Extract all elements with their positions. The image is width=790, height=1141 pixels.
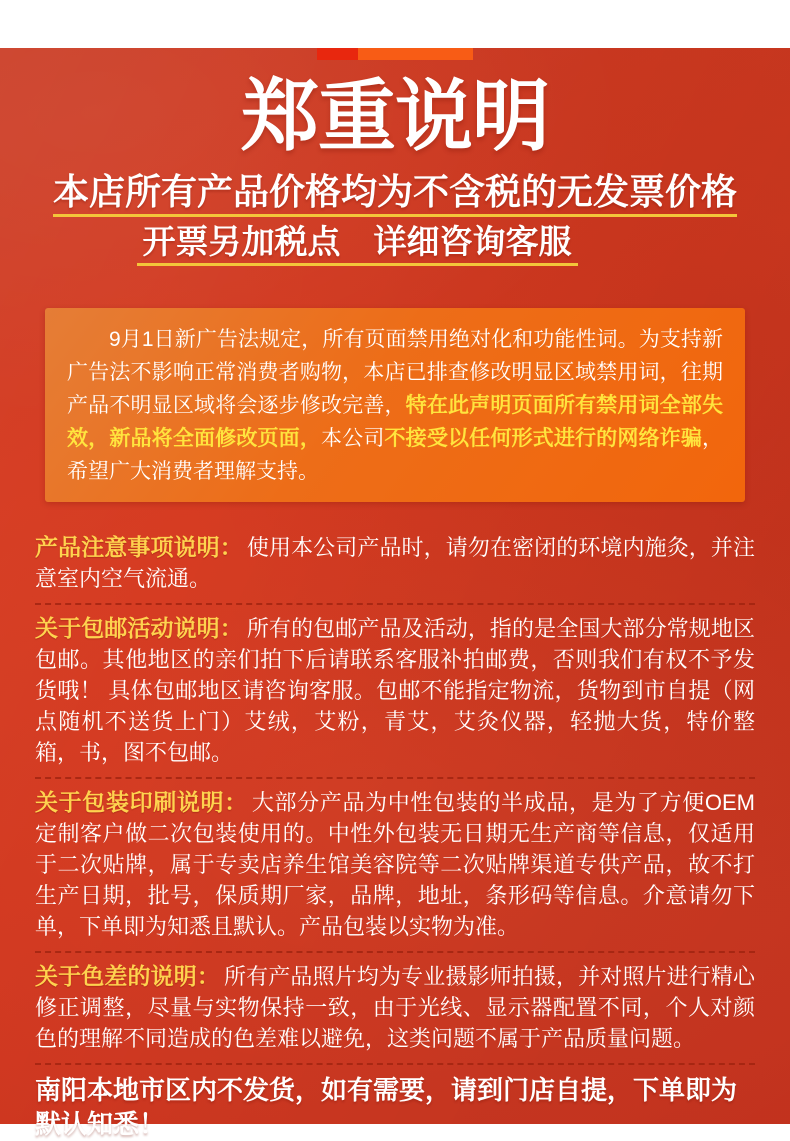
title-accent-bar (317, 48, 473, 60)
subtitle-line-1: 本店所有产品价格均为不含税的无发票价格 (53, 172, 737, 217)
section-divider (35, 603, 755, 605)
ad-law-notice-text (67, 323, 723, 488)
notice-segment-highlight: 不接受以任何形式进行的网络诈骗 (384, 427, 702, 451)
subtitle-block (0, 172, 790, 266)
section-body: 使用本公司产品时，请勿在密闭的环境内施灸，并注意室内空气流通。 (35, 535, 755, 592)
section-heading: 关于色差的说明： (35, 963, 221, 990)
section-product-precautions (35, 532, 755, 594)
page-title: 郑重说明 (240, 72, 549, 160)
footer-note: 南阳本地市区内不发货，如有需要，请到门店自提，下单即为默认知悉！ (35, 1075, 738, 1140)
ad-law-notice-box (45, 308, 745, 502)
section-heading: 关于包装印刷说明： (35, 789, 248, 816)
section-color-difference (35, 961, 755, 1054)
section-divider (35, 951, 755, 953)
notice-segment: 9月1日新广告法规定，所有页面禁用绝对化和功能性词。为支持新广告法不影响正常消费者购物，本店已排查修改明显区域禁用词，往期产品不明显区域将会逐步修改完善， (67, 328, 723, 418)
subtitle-line-2-row (0, 223, 790, 266)
section-packaging-printing (35, 787, 755, 942)
info-sections (0, 502, 790, 1141)
section-heading: 产品注意事项说明： (35, 534, 243, 561)
section-body: 所有产品照片均为专业摄影师拍摄，并对照片进行精心修正调整，尽量与实物保持一致，由于光线、显示器配置不同，个人对颜色的理解不同造成的色差难以避免，这类问题不属于产品质量问题。 (35, 964, 755, 1052)
section-heading: 关于包邮活动说明： (35, 615, 243, 642)
accent-bar-orange-segment (358, 48, 473, 60)
notice-segment-highlight: 特在此声明页面所有禁用词全部失效，新品将全面修改页面， (67, 394, 724, 451)
promo-notice-page (0, 48, 790, 1140)
section-divider (35, 777, 755, 779)
section-divider (35, 1063, 755, 1065)
notice-segment: 本公司 (321, 427, 385, 451)
subtitle-line-2: 开票另加税点 详细咨询客服 (137, 223, 578, 266)
section-body: 所有的包邮产品及活动，指的是全国大部分常规地区包邮。其他地区的亲们拍下后请联系客服补拍邮费，否则我们有权不予发货哦！ 具体包邮地区请咨询客服。包邮不能指定物流，货物到市自提（网点随机不送货上门）艾绒，艾粉，青艾，艾灸仪器，轻抛大货，特价整箱，书，图不包邮。 (35, 616, 755, 766)
section-free-shipping (35, 613, 755, 768)
accent-bar-red-segment (317, 48, 358, 60)
notice-segment: ，希望广大消费者理解支持。 (67, 427, 723, 484)
section-body: 大部分产品为中性包装的半成品，是为了方便OEM定制客户做二次包装使用的。中性外包装无日期无生产商等信息，仅适用于二次贴牌，属于专卖店养生馆美容院等二次贴牌渠道专供产品，故不打生产日期，批号，保质期厂家，品牌，地址，条形码等信息。介意请勿下单，下单即为知悉且默认。产品包装以实物为准。 (35, 790, 755, 940)
